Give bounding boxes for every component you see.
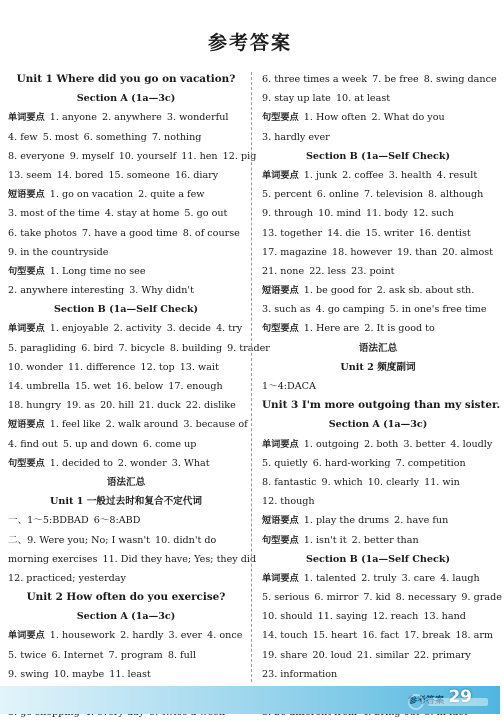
answer-item: 14. bored: [56, 169, 104, 181]
answer-row: [8, 204, 244, 223]
answer-item: 4. loudly: [450, 438, 493, 450]
answer-item: 4. stay at home: [104, 208, 180, 220]
answer-row: [262, 281, 494, 300]
answer-item: 16. diary: [174, 169, 219, 181]
answer-item: 9. stay up late: [262, 93, 331, 105]
answer-item: 8. everyone: [8, 150, 65, 162]
answer-item: 14. umbrella: [8, 381, 70, 392]
answer-item: 20. almost: [442, 246, 493, 258]
answer-item: 6. hard-working: [312, 457, 391, 469]
answer-row: [262, 588, 502, 607]
answer-item: 19. as: [66, 400, 96, 412]
answer-item: 18. arm: [455, 630, 494, 642]
answer-item: 5. percent: [262, 189, 312, 201]
row-label: 单词要点: [262, 169, 299, 181]
answer-item: 3. decide: [166, 323, 211, 335]
row-label: 句型要点: [8, 457, 45, 469]
row-label: 句型要点: [262, 323, 299, 335]
answer-row: [8, 319, 244, 338]
answer-item: 23. point: [351, 265, 395, 277]
answer-item: 1. play the drums: [303, 515, 390, 527]
answer-item: 6. come up: [142, 438, 197, 450]
answer-row: [8, 415, 248, 434]
answer-item: 15. heart: [312, 630, 358, 642]
answer-item: 5. in one's free time: [389, 304, 487, 316]
row-label: 短语要点: [8, 189, 45, 201]
answer-item: 13. seem: [8, 169, 52, 181]
answer-row: [8, 281, 244, 300]
answer-item: 3. care: [401, 572, 436, 584]
answer-item: 8. building: [169, 342, 223, 354]
answer-item: 22. less: [309, 265, 347, 277]
answer-row: [262, 569, 494, 588]
answer-item: 12. pig: [222, 150, 257, 162]
answer-row: [262, 607, 494, 626]
page-title: 参考答案: [207, 32, 292, 54]
answer-item: 6. online: [316, 189, 359, 201]
answer-row: [8, 243, 244, 262]
answer-row: [262, 473, 494, 492]
row-label: 句型要点: [8, 265, 45, 277]
answer-item: 9. grade: [461, 592, 502, 604]
footer-label: 参考答案: [407, 696, 444, 706]
answer-item: 16. dentist: [418, 227, 471, 239]
section-heading: Section A (1a—3c): [76, 93, 176, 105]
answer-item: 8. of course: [182, 227, 240, 239]
answer-item: 17. enough: [168, 381, 223, 392]
answer-item: 4. go camping: [315, 304, 385, 316]
answer-item: 22. primary: [413, 649, 471, 661]
answer-item: 18. hungry: [8, 400, 61, 412]
answer-item: 3. most of the time: [8, 208, 100, 220]
answer-row: [8, 339, 270, 358]
answer-item: 11. body: [366, 208, 408, 220]
row-label: 句型要点: [262, 112, 299, 124]
answer-item: 4. laugh: [440, 572, 480, 584]
answer-row: [8, 224, 244, 243]
answer-row: [262, 70, 497, 89]
answer-row: [262, 646, 494, 665]
answer-item: 6～8:ABD: [93, 515, 141, 527]
answer-item: 7. have a good time: [82, 227, 178, 239]
answer-item: 11. difference: [67, 361, 136, 373]
answer-item: 6. something: [83, 131, 147, 143]
section-heading: Section B (1a—Self Check): [53, 304, 199, 316]
page-number: 29: [448, 687, 472, 707]
section-heading: Section B (1a—Self Check): [305, 150, 451, 162]
answer-item: 1. junk: [303, 169, 338, 181]
unit-heading: Unit 1 Where did you go on vacation?: [16, 73, 236, 85]
answer-item: 4. try: [216, 323, 243, 335]
answer-item: 21. duck: [138, 400, 181, 412]
answer-row: [262, 454, 494, 473]
answer-row: [8, 166, 244, 185]
row-label: 单词要点: [8, 630, 45, 642]
answer-item: 22. dislike: [185, 400, 236, 412]
answer-row: [8, 358, 244, 377]
answer-item: 1. talented: [303, 572, 357, 584]
answer-item: 12. though: [262, 496, 315, 508]
answer-item: 7. program: [108, 649, 163, 661]
answer-item: 14. touch: [262, 630, 308, 642]
row-label: 短语要点: [262, 285, 299, 297]
answer-item: 6. mirror: [314, 592, 359, 604]
answer-item: 10. maybe: [53, 668, 105, 680]
answer-item: 21. none: [262, 265, 305, 277]
answer-item: 7. be free: [372, 74, 419, 85]
answer-row: [8, 550, 257, 569]
answer-item: 8. swing dance: [423, 74, 497, 85]
answer-item: 23. information: [262, 668, 338, 680]
answer-row: [262, 128, 494, 147]
answer-item: 8. although: [427, 189, 484, 201]
row-label: 单词要点: [262, 438, 299, 450]
answer-item: 1～4:DACA: [262, 381, 316, 392]
answer-row: [262, 243, 494, 262]
answer-item: 3. ever: [168, 630, 203, 642]
answer-row: [8, 569, 244, 588]
answer-item: 1. outgoing: [303, 438, 360, 450]
answer-item: 3. wonderful: [166, 112, 229, 124]
answer-item: 20. hill: [100, 400, 134, 412]
answer-item: 15. wet: [74, 381, 111, 392]
answer-item: 2. have fun: [394, 515, 449, 527]
answer-item: 17. magazine: [262, 246, 327, 258]
answer-item: 15. someone: [108, 169, 170, 181]
answer-row: [8, 147, 257, 166]
answer-item: 9. in the countryside: [8, 246, 109, 258]
answer-row: [262, 492, 494, 511]
section-heading: Unit 2 频度副词: [340, 361, 416, 373]
answer-item: 16. below: [116, 381, 164, 392]
watermark-logo-icon: [406, 692, 496, 712]
right-column: [262, 70, 502, 722]
answer-item: 13. hand: [423, 611, 466, 623]
unit-heading: Unit 2 How often do you exercise?: [26, 591, 226, 604]
answer-row: [8, 454, 244, 473]
answer-item: 9. through: [262, 208, 314, 220]
answer-row: [8, 435, 244, 454]
answer-item: 1. enjoyable: [49, 323, 109, 335]
answer-item: 9. which: [321, 476, 363, 488]
answer-item: 2. anywhere: [101, 112, 162, 124]
answer-item: 3. hardly ever: [262, 131, 330, 143]
answer-row: [8, 511, 244, 530]
left-column: [8, 70, 270, 722]
answer-item: 2. both: [364, 438, 399, 450]
answer-item: 14. die: [327, 227, 361, 239]
row-label: 单词要点: [8, 323, 45, 335]
answer-item: 9. myself: [69, 150, 114, 162]
answer-row: [8, 262, 244, 281]
answer-row: [8, 626, 244, 645]
answer-row: [8, 396, 244, 415]
answer-item: 12. practiced; yesterday: [8, 572, 126, 584]
answer-item: 11. hen: [181, 150, 218, 162]
answer-item: 1. anyone: [49, 112, 97, 124]
answer-row: [262, 511, 494, 530]
answer-item: 2. truly: [361, 572, 397, 584]
answer-item: 10. didn't do: [155, 534, 217, 546]
answer-item: 3. such as: [262, 304, 311, 316]
answer-item: 3. better: [403, 438, 446, 450]
answer-item: 13. wait: [179, 361, 219, 373]
answer-row: [262, 435, 494, 454]
answer-row: [8, 646, 244, 665]
answer-item: 5. twice: [8, 649, 47, 661]
answer-item: 7. competition: [395, 457, 466, 469]
answer-item: 12. top: [140, 361, 175, 373]
answer-item: 1. housework: [49, 630, 116, 642]
answer-item: 4. result: [436, 169, 478, 181]
answer-row: [262, 108, 494, 127]
answer-item: 10. should: [262, 611, 313, 623]
section-heading: Section A (1a—3c): [76, 611, 176, 623]
answer-row: [262, 531, 494, 550]
answer-item: 2. quite a few: [138, 189, 205, 201]
answer-row: [262, 224, 494, 243]
answer-row: [8, 108, 244, 127]
answer-row: [262, 377, 494, 396]
section-heading: 语法汇总: [358, 342, 398, 354]
answer-item: 19. than: [396, 246, 438, 258]
answer-row: [8, 377, 244, 396]
answer-item: 5. up and down: [62, 438, 138, 450]
answer-item: 11. Did they have; Yes; they did: [102, 553, 257, 565]
answer-item: 18. however: [332, 246, 392, 258]
row-label: 短语要点: [262, 515, 299, 527]
answer-item: 2. coffee: [342, 169, 384, 181]
answer-item: 2. better than: [351, 534, 419, 546]
section-heading: Section B (1a—Self Check): [305, 553, 451, 565]
answer-item: 12. such: [412, 208, 454, 220]
answer-row: [262, 166, 494, 185]
answer-item: 2. walk around: [105, 419, 179, 431]
answer-item: 二、9. Were you; No; I wasn't: [8, 534, 150, 546]
answer-item: 6. Internet: [51, 649, 104, 661]
answer-item: 1. be good for: [303, 285, 372, 297]
answer-item: 8. necessary: [395, 592, 457, 604]
answer-item: 10. mind: [318, 208, 361, 220]
answer-item: 3. What: [171, 457, 210, 469]
answer-item: 4. few: [8, 131, 38, 143]
answer-item: 11. win: [424, 476, 460, 488]
answer-item: 5. serious: [262, 592, 310, 604]
answer-row: [262, 300, 494, 319]
answer-item: 10. wonder: [8, 361, 63, 373]
answer-item: morning exercises: [8, 553, 98, 565]
row-label: 单词要点: [8, 112, 45, 124]
answer-item: 20. loud: [312, 649, 352, 661]
answer-row: [8, 531, 244, 550]
answer-item: 7. kid: [363, 592, 391, 604]
answer-item: 一、1～5:BDBAD: [8, 515, 89, 527]
answer-row: [262, 319, 494, 338]
answer-item: 2. anywhere interesting: [8, 285, 125, 297]
answer-item: 1. Long time no see: [49, 265, 146, 277]
answer-row: [8, 665, 244, 684]
column-divider: [251, 72, 252, 682]
answer-item: 12. reach: [372, 611, 419, 623]
answer-item: 1. feel like: [49, 419, 101, 431]
row-label: 句型要点: [262, 534, 299, 546]
answer-item: 5. paragliding: [8, 342, 77, 354]
unit-heading: Unit 3 I'm more outgoing than my sister.: [262, 399, 501, 412]
answer-item: 3. because of: [183, 419, 248, 431]
answer-row: [262, 262, 494, 281]
answer-item: 15. writer: [365, 227, 414, 239]
answer-item: 1. Here are: [303, 323, 360, 335]
answer-item: 2. wonder: [117, 457, 167, 469]
answer-row: [8, 185, 244, 204]
row-label: 短语要点: [8, 419, 45, 431]
answer-row: [8, 128, 244, 147]
answer-row: [262, 185, 494, 204]
answer-item: 2. It is good to: [364, 323, 435, 335]
answer-item: 2. ask sb. about sth.: [376, 285, 475, 297]
answer-item: 4. find out: [8, 438, 58, 450]
answer-item: 13. together: [262, 227, 323, 239]
section-heading: 语法汇总: [106, 476, 146, 488]
answer-item: 11. least: [109, 668, 151, 680]
answer-row: [262, 204, 494, 223]
section-heading: Section A (1a—3c): [328, 419, 428, 431]
section-heading: Unit 1 一般过去时和复合不定代词: [50, 496, 202, 508]
answer-item: 4. once: [207, 630, 243, 642]
answer-item: 1. How often: [303, 112, 367, 124]
answer-item: 6. take photos: [8, 227, 77, 239]
answer-item: 10. at least: [335, 93, 391, 105]
answer-row: [262, 665, 494, 684]
answer-item: 2. What do you: [371, 112, 445, 124]
answer-item: 8. full: [167, 649, 196, 661]
answer-row: [262, 89, 494, 108]
answer-item: 5. go out: [184, 208, 228, 220]
answer-item: 16. fact: [362, 630, 399, 642]
answer-item: 7. bicycle: [118, 342, 165, 354]
answer-item: 2. activity: [113, 323, 162, 335]
answer-item: 1. decided to: [49, 457, 113, 469]
answer-item: 6. three times a week: [262, 74, 368, 85]
answer-item: 6. bird: [81, 342, 114, 354]
answer-item: 1. go on vacation: [49, 189, 134, 201]
answer-item: 3. Why didn't: [129, 285, 194, 297]
answer-item: 5. most: [42, 131, 79, 143]
answer-item: 3. health: [388, 169, 432, 181]
answer-item: 1. isn't it: [303, 534, 347, 546]
answer-item: 9. swing: [8, 668, 49, 680]
answer-item: 5. quietly: [262, 457, 308, 469]
answer-row: [262, 626, 494, 645]
answer-item: 21. similar: [357, 649, 409, 661]
row-label: 单词要点: [262, 572, 299, 584]
answer-item: 7. nothing: [151, 131, 202, 143]
answer-item: 17. break: [404, 630, 451, 642]
answer-item: 10. clearly: [367, 476, 420, 488]
answer-item: 7. television: [363, 189, 423, 201]
answer-item: 11. saying: [317, 611, 368, 623]
answer-item: 19. share: [262, 649, 308, 661]
answer-item: 2. hardly: [120, 630, 164, 642]
answer-item: 9. trader: [227, 342, 270, 354]
answer-item: 8. fantastic: [262, 476, 317, 488]
answer-item: 10. yourself: [118, 150, 177, 162]
